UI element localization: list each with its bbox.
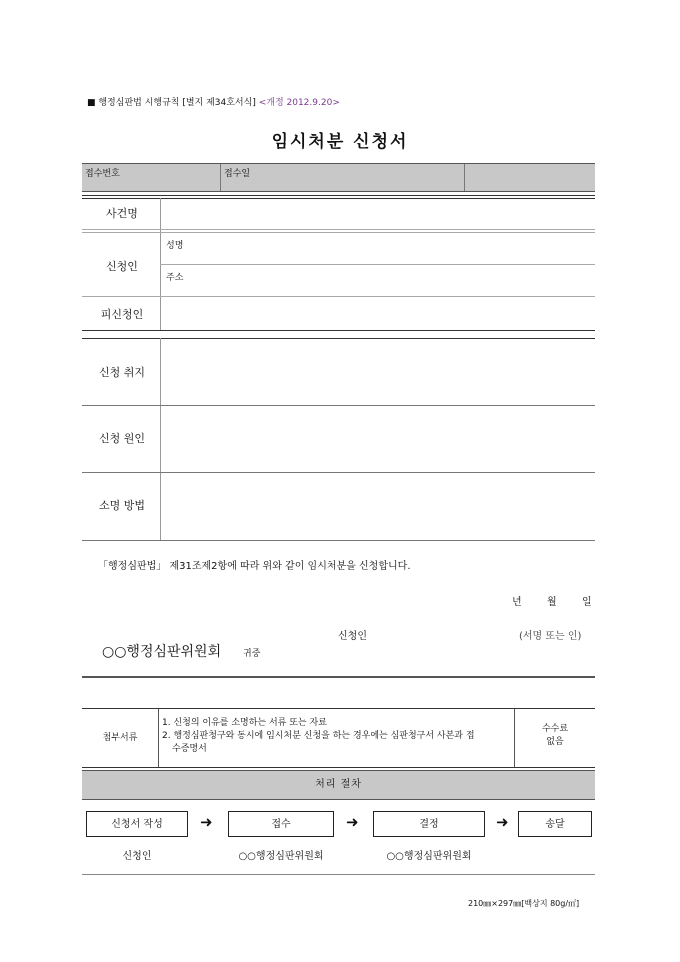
paper-spec: 210㎜×297㎜[백상지 80g/㎡] [468, 899, 580, 908]
receipt-date-label: 접수일 [224, 169, 251, 179]
fee-cell [515, 709, 595, 767]
form-ref-text: ■ 행정심판법 시행규칙 [별지 제34호서식] [87, 98, 256, 108]
receipt-number-label: 접수번호 [85, 169, 120, 179]
row-divider [82, 229, 595, 230]
row-divider [82, 232, 595, 233]
section-divider [82, 676, 595, 678]
row-divider [82, 296, 595, 297]
table-border [82, 338, 595, 339]
actor-applicant: 신청인 [122, 851, 152, 862]
fee-value: 없음 [546, 737, 564, 747]
step-write-application: 신청서 작성 [86, 811, 188, 837]
proof-method-label: 소명 방법 [98, 499, 145, 512]
section-divider [82, 874, 595, 875]
receipt-bar [82, 163, 595, 192]
date-year-label: 년 [512, 597, 522, 608]
revision-note: <개정 2012.9.20> [258, 98, 340, 108]
arrow-right-icon: ➜ [200, 813, 213, 831]
arrow-right-icon: ➜ [346, 813, 359, 831]
signature-hint: (서명 또는 인) [519, 631, 582, 642]
table-border [82, 330, 595, 331]
signature-applicant-label: 신청인 [338, 631, 367, 642]
reason-label: 신청 원인 [98, 432, 145, 445]
applicant-name-label: 성명 [166, 241, 184, 251]
step-delivery: 송달 [518, 811, 592, 837]
attachments-table [82, 708, 595, 768]
applicant-address-label: 주소 [166, 273, 184, 283]
attachment-item-2: 2. 행정심판청구와 동시에 임시처분 신청을 하는 경우에는 심판청구서 사본과 접 [162, 731, 475, 741]
form-title: 임시처분 신청서 [271, 132, 409, 152]
step-decision: 결정 [373, 811, 485, 837]
attachment-item-2-cont: 수증명서 [172, 744, 207, 754]
attachment-item-1: 1. 신청의 이유를 소명하는 서류 또는 자료 [162, 718, 327, 728]
purpose-label: 신청 취지 [98, 366, 145, 379]
row-divider [82, 405, 595, 406]
attachments-label: 첨부서류 [102, 733, 138, 743]
table-border [82, 540, 595, 541]
divider [464, 164, 465, 191]
respondent-label: 피신청인 [100, 308, 144, 321]
table-border [82, 198, 595, 199]
case-name-label: 사건명 [106, 207, 138, 220]
committee-name: ○○행정심판위원회 [102, 644, 222, 660]
actor-committee-receipt: ○○행정심판위원회 [238, 851, 324, 862]
applicant-label: 신청인 [106, 260, 138, 273]
row-divider [82, 472, 595, 473]
date-month-label: 월 [547, 597, 557, 608]
row-divider [160, 264, 595, 265]
form-reference [87, 95, 340, 108]
date-day-label: 일 [582, 597, 592, 608]
procedure-title: 처리 절차 [82, 770, 595, 800]
column-divider [158, 709, 159, 767]
committee-honorific: 귀중 [243, 649, 261, 659]
application-statement: 「행정심판법」 제31조제2항에 따라 위와 같이 임시처분을 신청합니다. [98, 561, 411, 572]
step-receipt: 접수 [228, 811, 334, 837]
fee-label: 수수료 [541, 724, 569, 734]
actor-committee-decision: ○○행정심판위원회 [386, 851, 472, 862]
attachments-list [162, 709, 512, 767]
table-border [82, 195, 595, 196]
arrow-right-icon: ➜ [496, 813, 509, 831]
